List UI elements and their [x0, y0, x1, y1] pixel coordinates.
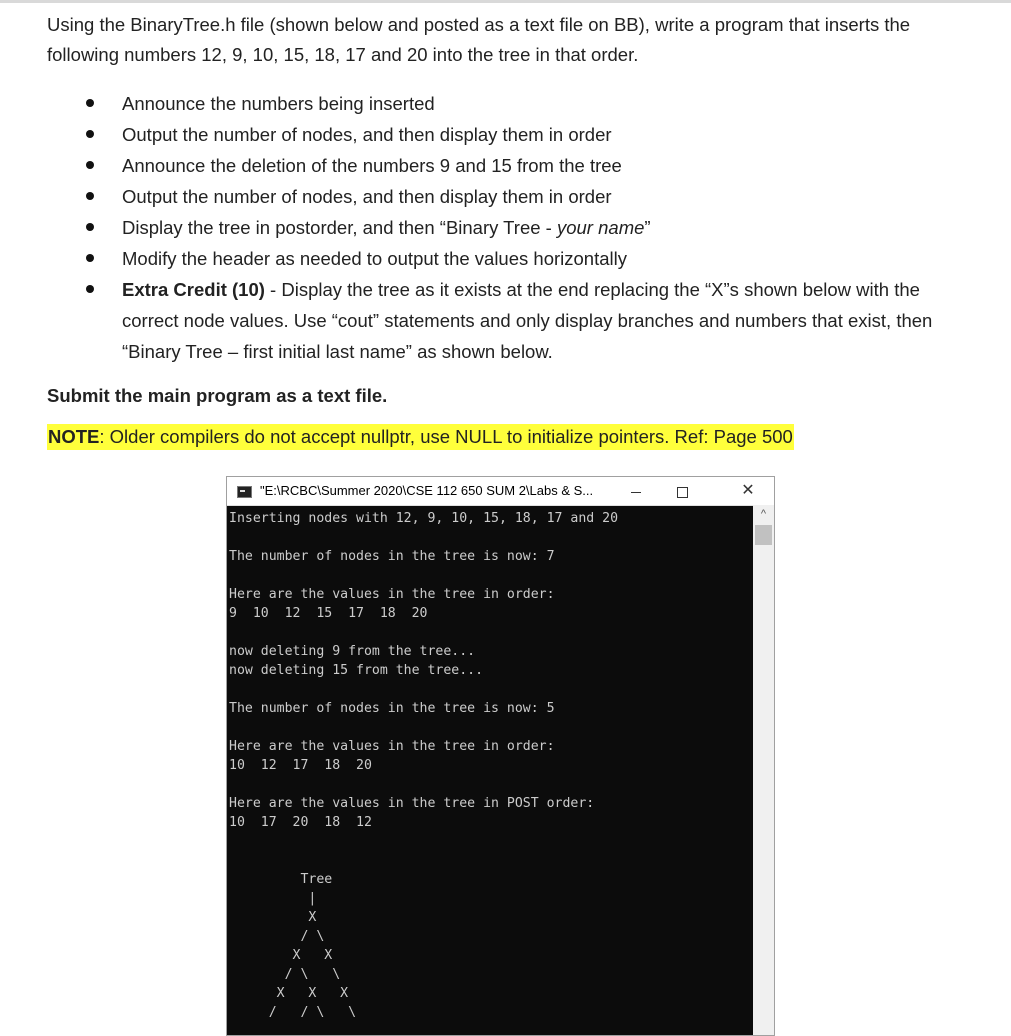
console-titlebar[interactable] — [227, 477, 774, 506]
list-item: Output the number of nodes, and then display them in order — [82, 119, 962, 150]
list-item — [82, 274, 962, 367]
list-item: Announce the deletion of the numbers 9 and 15 from the tree — [82, 150, 962, 181]
top-rule — [0, 0, 1011, 3]
console-app-icon — [237, 486, 252, 498]
requirements-list — [82, 88, 962, 367]
list-item: Announce the numbers being inserted — [82, 88, 962, 119]
close-icon: ✕ — [741, 482, 755, 499]
minimize-button[interactable] — [613, 477, 659, 505]
console-title: "E:\RCBC\Summer 2020\CSE 112 650 SUM 2\Labs & S... — [260, 483, 594, 498]
extra-credit-text: - Display the tree as it exists at the end replacing the “X”s shown below with the correct node values. Use “cout” statements and only display branches and numbers that exist, then “Binary Tree – first initial last name” as shown below. — [122, 279, 933, 362]
maximize-button[interactable] — [659, 477, 705, 505]
list-item: Output the number of nodes, and then display them in order — [82, 181, 962, 212]
note-text: : Older compilers do not accept nullptr, use NULL to initialize pointers. Ref: Page 500 — [99, 426, 793, 447]
extra-credit-label: Extra Credit (10) — [122, 279, 265, 300]
intro-paragraph: Using the BinaryTree.h file (shown below and posted as a text file on BB), write a program that inserts the following numbers 12, 9, 10, 15, 18, 17 and 20 into the tree in that order. — [47, 14, 911, 65]
list-item — [82, 212, 962, 243]
note-label: NOTE — [48, 426, 100, 447]
console-output: Inserting nodes with 12, 9, 10, 15, 18, 17 and 20 The number of nodes in the tree is now: 7 Here are the values in the tree in order: 9 10 12 15 17 18 20 now deleting 9 from the tree... now deleting 15 from the tree... The number of nodes in the tree is now: 5 Here are the values in the tree in order: 10 12 17 18 20 Here are the values in the tree in POST order: 10 17 20 18 12 Tree | X / \ X X / \ \ X X X / / \ \ — [229, 511, 619, 1020]
submit-instruction: Submit the main program as a text file. — [47, 385, 388, 406]
vertical-scrollbar[interactable] — [753, 505, 774, 1035]
chevron-up-icon[interactable]: ^ — [760, 508, 767, 520]
console-window — [226, 476, 775, 1036]
note-highlight — [47, 424, 794, 450]
list-item: Modify the header as needed to output the values horizontally — [82, 243, 962, 274]
postorder-italic: your name — [556, 217, 645, 238]
postorder-suffix: ” — [644, 217, 651, 238]
maximize-icon — [677, 487, 688, 498]
scrollbar-thumb[interactable] — [755, 525, 772, 545]
minimize-icon — [631, 492, 641, 493]
close-button[interactable] — [725, 477, 771, 505]
postorder-text: Display the tree in postorder, and then “Binary Tree - — [122, 217, 557, 238]
